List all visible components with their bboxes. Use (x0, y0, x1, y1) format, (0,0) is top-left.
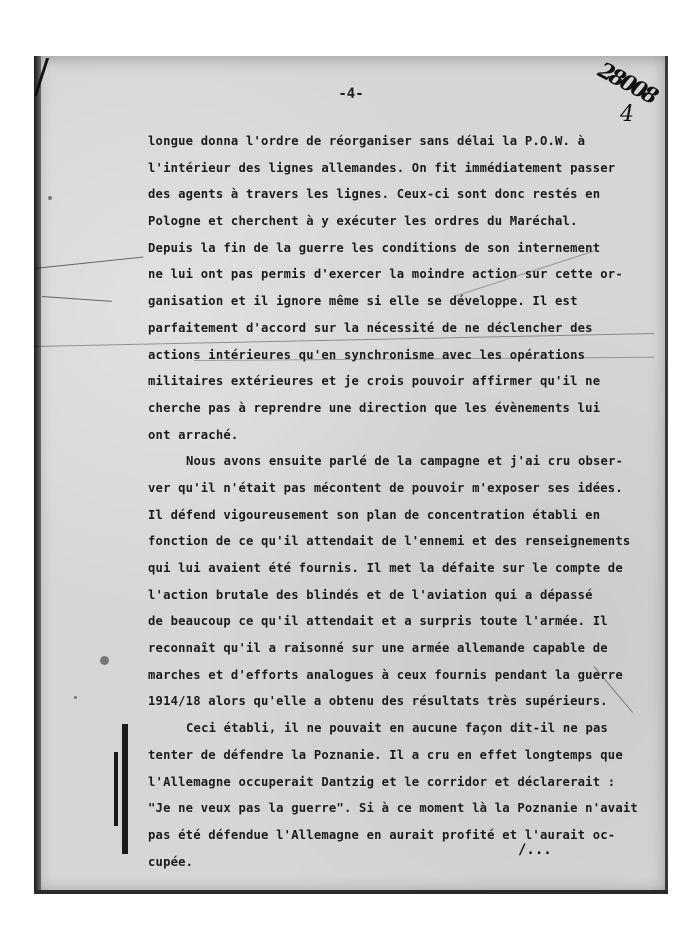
page-number: -4- (338, 86, 364, 102)
ink-blot (48, 196, 52, 200)
text-line: Pologne et cherchent à y exécuter les ordres du Maréchal. (148, 214, 578, 229)
text-line: fonction de ce qu'il attendait de l'ennemi et des renseignements (148, 534, 631, 549)
text-line: qui lui avaient été fournis. Il met la défaite sur le compte de (148, 561, 623, 575)
text-line: l'Allemagne occuperait Dantzig et le corridor et déclarerait : (148, 774, 616, 789)
ink-blot (74, 696, 77, 699)
text-line: cupée. (148, 854, 194, 869)
text-line: ver qu'il n'était pas mécontent de pouvoir m'exposer ses idées. (148, 480, 623, 495)
text-line: Nous avons ensuite parlé de la campagne et j'ai cru obser- (186, 454, 624, 469)
text-line: Depuis la fin de la guerre les conditions de son internement (148, 240, 601, 255)
text-line: parfaitement d'accord sur la nécessité de ne déclencher des (148, 320, 593, 335)
text-line: "Je ne veux pas la guerre". Si à ce moment là la Poznanie n'avait (148, 801, 638, 816)
text-line: ont arraché. (148, 427, 239, 442)
text-line: militaires extérieures et je crois pouvoir affirmer qu'il ne (148, 374, 601, 389)
text-line: des agents à travers les lignes. Ceux-ci sont donc restés en (148, 187, 601, 202)
scanned-page (34, 56, 668, 894)
scan-scratch (34, 257, 143, 269)
scan-scratch (42, 296, 112, 302)
text-line: pas été défendue l'Allemagne en aurait profité et l'aurait oc- (148, 827, 616, 842)
text-line: cherche pas à reprendre une direction que les évènements lui (148, 400, 601, 415)
margin-mark (122, 724, 128, 854)
ink-blot (100, 656, 109, 665)
text-line: tenter de défendre la Poznanie. Il a cru en effet longtemps que (148, 747, 623, 762)
text-line: ganisation et il ignore même si elle se développe. Il est (148, 294, 578, 309)
page-edge-left (34, 56, 41, 894)
margin-mark (114, 752, 118, 826)
text-line: ne lui ont pas permis d'exercer la moindre action sur cette or- (148, 267, 623, 282)
text-line: Ceci établi, il ne pouvait en aucune façon dit-il ne pas (186, 721, 609, 736)
text-line: Il défend vigoureusement son plan de concentration établi en (148, 507, 601, 522)
handwritten-folio-number (593, 57, 661, 128)
text-line: l'intérieur des lignes allemandes. On fit immédiatement passer (148, 160, 616, 175)
folio-digit: 4 (620, 102, 634, 127)
text-line: longue donna l'ordre de réorganiser sans délai la P.O.W. à (148, 134, 586, 148)
text-line: actions intérieures qu'en synchronisme avec les opérations (148, 347, 586, 362)
text-line: l'action brutale des blindés et de l'aviation qui a dépassé (148, 587, 593, 602)
text-line: 1914/18 alors qu'elle a obtenu des résultats très supérieurs. (148, 694, 608, 709)
page-edge-bottom (34, 890, 668, 894)
page-edge-right (665, 56, 668, 894)
continuation-mark: /... (518, 842, 552, 858)
text-line: reconnaît qu'il a raisonné sur une armée allemande capable de (148, 641, 608, 656)
folio-scribble: 28008 (593, 57, 661, 109)
typed-text-block (148, 128, 648, 875)
text-line: marches et d'efforts analogues à ceux fournis pendant la guerre (148, 667, 623, 682)
text-line: de beaucoup ce qu'il attendait et a surpris toute l'armée. Il (148, 614, 608, 629)
